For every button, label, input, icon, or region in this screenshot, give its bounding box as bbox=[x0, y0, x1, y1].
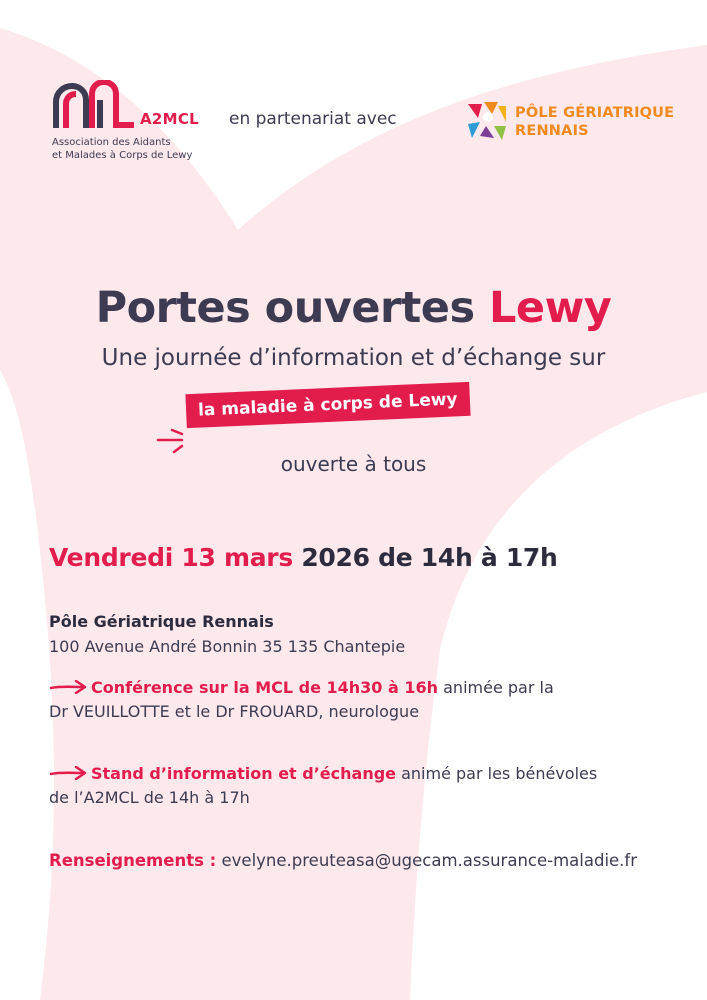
program-item-conference bbox=[49, 676, 689, 724]
contact-email[interactable]: evelyne.preuteasa@ugecam.assurance-maladie.fr bbox=[221, 851, 638, 870]
venue-address: 100 Avenue André Bonnin 35 135 Chantepie bbox=[49, 637, 406, 656]
page-title bbox=[0, 283, 707, 333]
pole-geriatrique-text bbox=[515, 104, 674, 140]
a2mcl-tagline-line2: et Malades à Corps de Lewy bbox=[52, 150, 193, 161]
subtitle: Une journée d’information et d’échange sur bbox=[101, 345, 606, 371]
pole-geriatrique-line1: PÔLE GÉRIATRIQUE bbox=[515, 105, 675, 121]
event-date-day: Vendredi 13 mars bbox=[49, 543, 293, 572]
a2mcl-tagline-line1: Association des Aidants bbox=[52, 137, 171, 148]
arrow-right-icon bbox=[49, 680, 89, 694]
venue-name: Pôle Gériatrique Rennais bbox=[49, 612, 274, 631]
contact-label: Renseignements : bbox=[49, 851, 217, 870]
a2mcl-logo bbox=[52, 80, 232, 170]
highlight-text: la maladie à corps de Lewy bbox=[185, 382, 470, 428]
pole-geriatrique-icon bbox=[468, 102, 506, 140]
stand-title: Stand d’information et d’échange bbox=[91, 764, 397, 783]
audience-text: ouverte à tous bbox=[280, 452, 427, 476]
arrow-right-icon bbox=[49, 766, 89, 780]
contact-info bbox=[49, 851, 637, 870]
partner-text: en partenariat avec bbox=[229, 109, 397, 129]
program-item-stand bbox=[49, 762, 689, 810]
title-main: Portes ouvertes bbox=[95, 283, 475, 333]
pole-geriatrique-logo bbox=[468, 98, 678, 146]
highlight-banner bbox=[186, 388, 526, 436]
pole-geriatrique-line2: RENNAIS bbox=[515, 123, 589, 139]
title-accent: Lewy bbox=[489, 283, 612, 333]
event-date bbox=[49, 543, 558, 572]
event-date-time: 2026 de 14h à 17h bbox=[301, 543, 558, 572]
stand-hours: de l’A2MCL de 14h à 17h bbox=[49, 788, 250, 807]
conference-speakers: Dr VEUILLOTTE et le Dr FROUARD, neurologue bbox=[49, 702, 420, 721]
a2mcl-logo-icon bbox=[52, 80, 136, 132]
conference-detail: animée par la bbox=[438, 678, 554, 697]
conference-title: Conférence sur la MCL de 14h30 à 16h bbox=[91, 678, 439, 697]
stand-detail: animé par les bénévoles bbox=[396, 764, 598, 783]
a2mcl-tagline bbox=[52, 136, 232, 162]
a2mcl-name: A2MCL bbox=[140, 110, 200, 128]
